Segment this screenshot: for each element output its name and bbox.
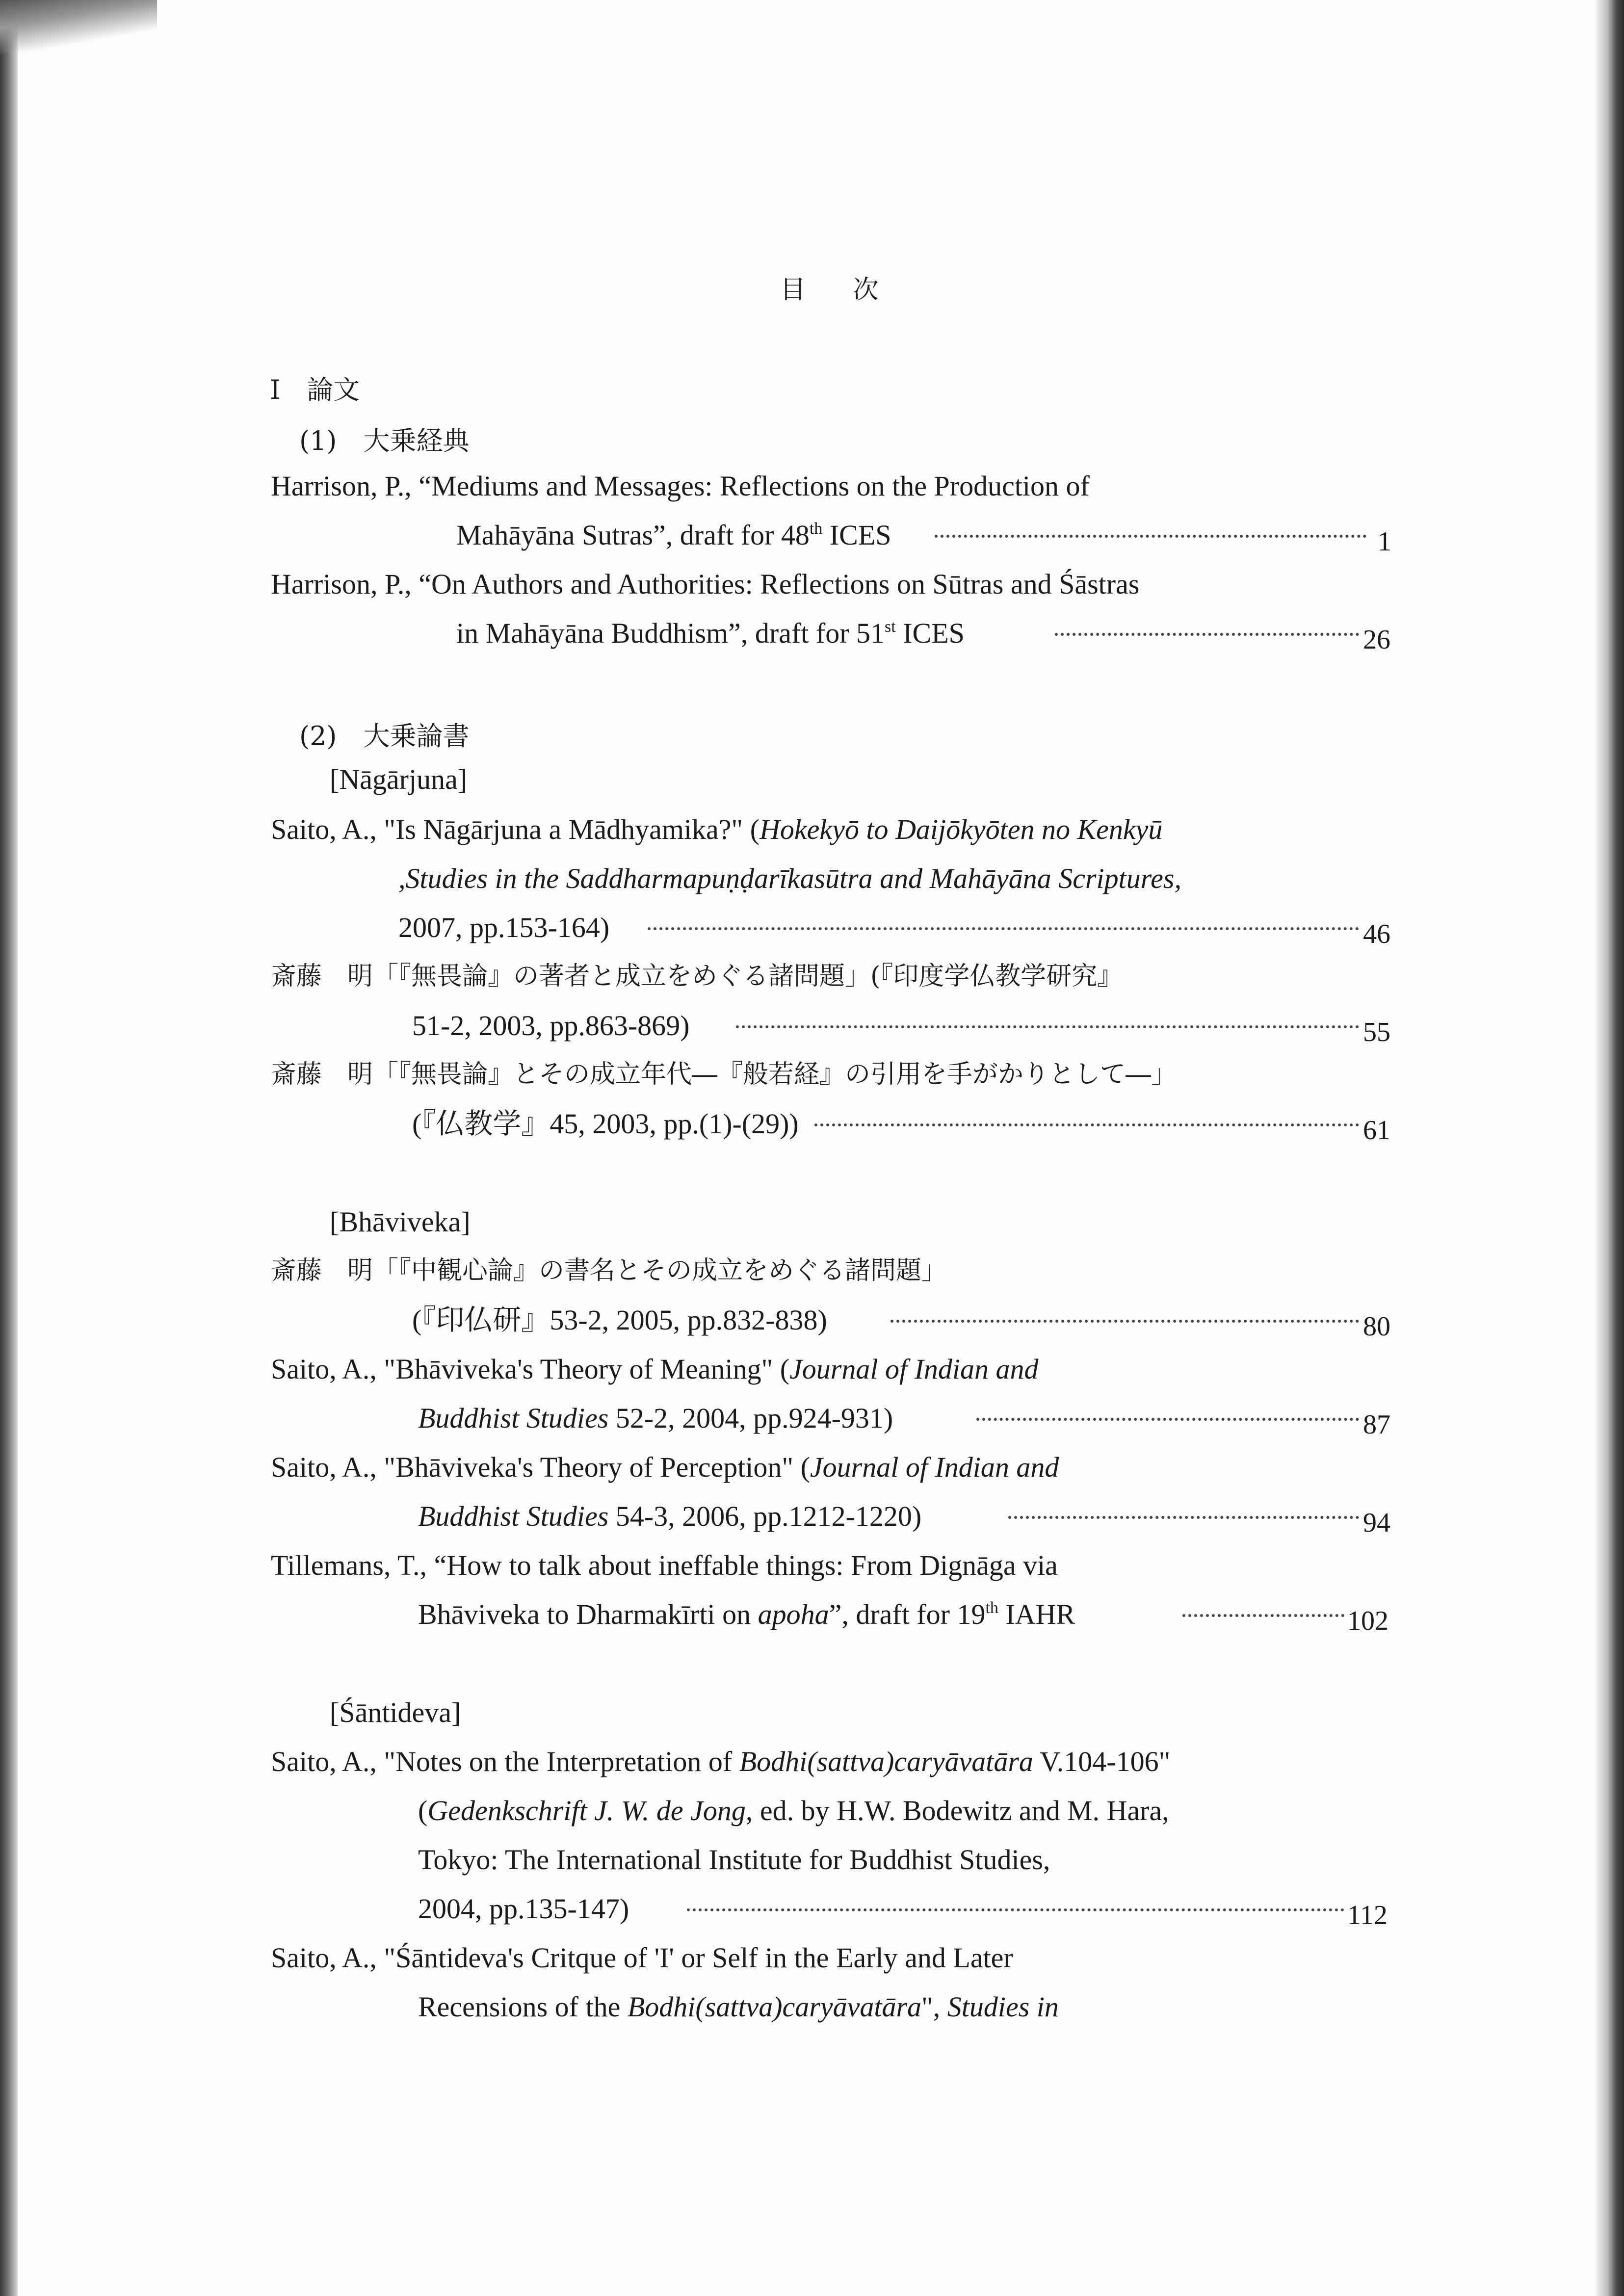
- entry-6-page: 80: [1363, 1311, 1390, 1342]
- entry-3-line-1: Saito, A., "Is Nāgārjuna a Mādhyamika?" (Hokekyō to Daijōkyōten no Kenkyū: [271, 813, 1163, 845]
- entry-10-line-2: (Gedenkschrift J. W. de Jong, ed. by H.W. Bodewitz and M. Hara,: [418, 1795, 1169, 1826]
- entry-2-line-1: Harrison, P., “On Authors and Authorities: Reflections on Sūtras and Śāstras: [271, 568, 1140, 600]
- entry-10-line-3: Tokyo: The International Institute for Buddhist Studies,: [418, 1844, 1050, 1876]
- entry-10-page: 112: [1347, 1900, 1388, 1931]
- entry-3-line-3: 2007, pp.153-164): [398, 912, 610, 943]
- entry-5-leader: [814, 1123, 1359, 1126]
- entry-7-line-1: Saito, A., "Bhāviveka's Theory of Meaning" (Journal of Indian and: [271, 1353, 1039, 1385]
- entry-9-line-1: Tillemans, T., “How to talk about ineffable things: From Dignāga via: [271, 1549, 1058, 1581]
- entry-4-line-1: 斎藤 明「『無畏論』の著者と成立をめぐる諸問題」(『印度学仏教学研究』: [271, 962, 1123, 991]
- page-title: 目 次: [780, 275, 898, 305]
- entry-1-line-2: Mahāyāna Sutras”, draft for 48th ICES: [456, 519, 891, 551]
- entry-9-leader: [1182, 1614, 1344, 1617]
- entry-9-line-2: Bhāviveka to Dharmakīrti on apoha”, draft for 19th IAHR: [418, 1598, 1075, 1630]
- entry-3-page: 46: [1363, 919, 1390, 949]
- category-bhaviveka: [Bhāviveka]: [330, 1206, 471, 1238]
- entry-1-line-1: Harrison, P., “Mediums and Messages: Reflections on the Production of: [271, 470, 1090, 502]
- section-heading-treatises: (2) 大乗論書: [299, 721, 470, 752]
- entry-8-page: 94: [1363, 1508, 1390, 1538]
- category-nagarjuna: [Nāgārjuna]: [330, 763, 468, 795]
- entry-5-line-2: (『仏教学』45, 2003, pp.(1)-(29)): [412, 1108, 799, 1140]
- entry-4-line-2: 51-2, 2003, pp.863-869): [412, 1010, 690, 1042]
- part-heading: I 論文: [270, 374, 360, 405]
- entry-8-leader: [1008, 1516, 1359, 1519]
- entry-4-leader: [736, 1025, 1359, 1028]
- entry-6-leader: [891, 1320, 1359, 1323]
- entry-10-leader: [687, 1908, 1344, 1911]
- entry-4-page: 55: [1363, 1017, 1390, 1047]
- entry-7-leader: [976, 1418, 1359, 1421]
- entry-2-line-2: in Mahāyāna Buddhism”, draft for 51st ICES: [456, 617, 965, 649]
- entry-11-line-1: Saito, A., "Śāntideva's Critque of 'I' or Self in the Early and Later: [271, 1942, 1013, 1974]
- entry-10-line-1: Saito, A., "Notes on the Interpretation of Bodhi(sattva)caryāvatāra V.104-106": [271, 1746, 1171, 1777]
- section-heading-sutras: (1) 大乗経典: [299, 425, 470, 456]
- entry-8-line-1: Saito, A., "Bhāviveka's Theory of Perception" (Journal of Indian and: [271, 1451, 1059, 1483]
- entry-3-leader: [648, 927, 1359, 930]
- entry-2-leader: [1055, 633, 1359, 636]
- entry-8-line-2: Buddhist Studies 54-3, 2006, pp.1212-1220): [418, 1500, 922, 1532]
- entry-3-line-2: ,Studies in the Saddharmapuṇḍarīkasūtra and Mahāyāna Scriptures,: [398, 862, 1181, 894]
- entry-7-line-2: Buddhist Studies 52-2, 2004, pp.924-931): [418, 1402, 893, 1434]
- entry-1-leader: [935, 535, 1366, 538]
- entry-11-line-2: Recensions of the Bodhi(sattva)caryāvatāra", Studies in: [418, 1991, 1059, 2023]
- entry-1-page: 1: [1378, 526, 1391, 557]
- entry-6-line-2: (『印仏研』53-2, 2005, pp.832-838): [412, 1304, 827, 1336]
- entry-6-line-1: 斎藤 明「『中観心論』の書名とその成立をめぐる諸問題」: [271, 1256, 947, 1285]
- entry-9-page: 102: [1347, 1606, 1388, 1636]
- entry-5-page: 61: [1363, 1115, 1390, 1146]
- entry-10-line-4: 2004, pp.135-147): [418, 1893, 629, 1925]
- entry-2-page: 26: [1363, 625, 1390, 655]
- entry-7-page: 87: [1363, 1409, 1390, 1440]
- category-santideva: [Śāntideva]: [330, 1696, 461, 1728]
- entry-5-line-1: 斎藤 明「『無畏論』とその成立年代―『般若経』の引用を手がかりとして―」: [271, 1060, 1177, 1089]
